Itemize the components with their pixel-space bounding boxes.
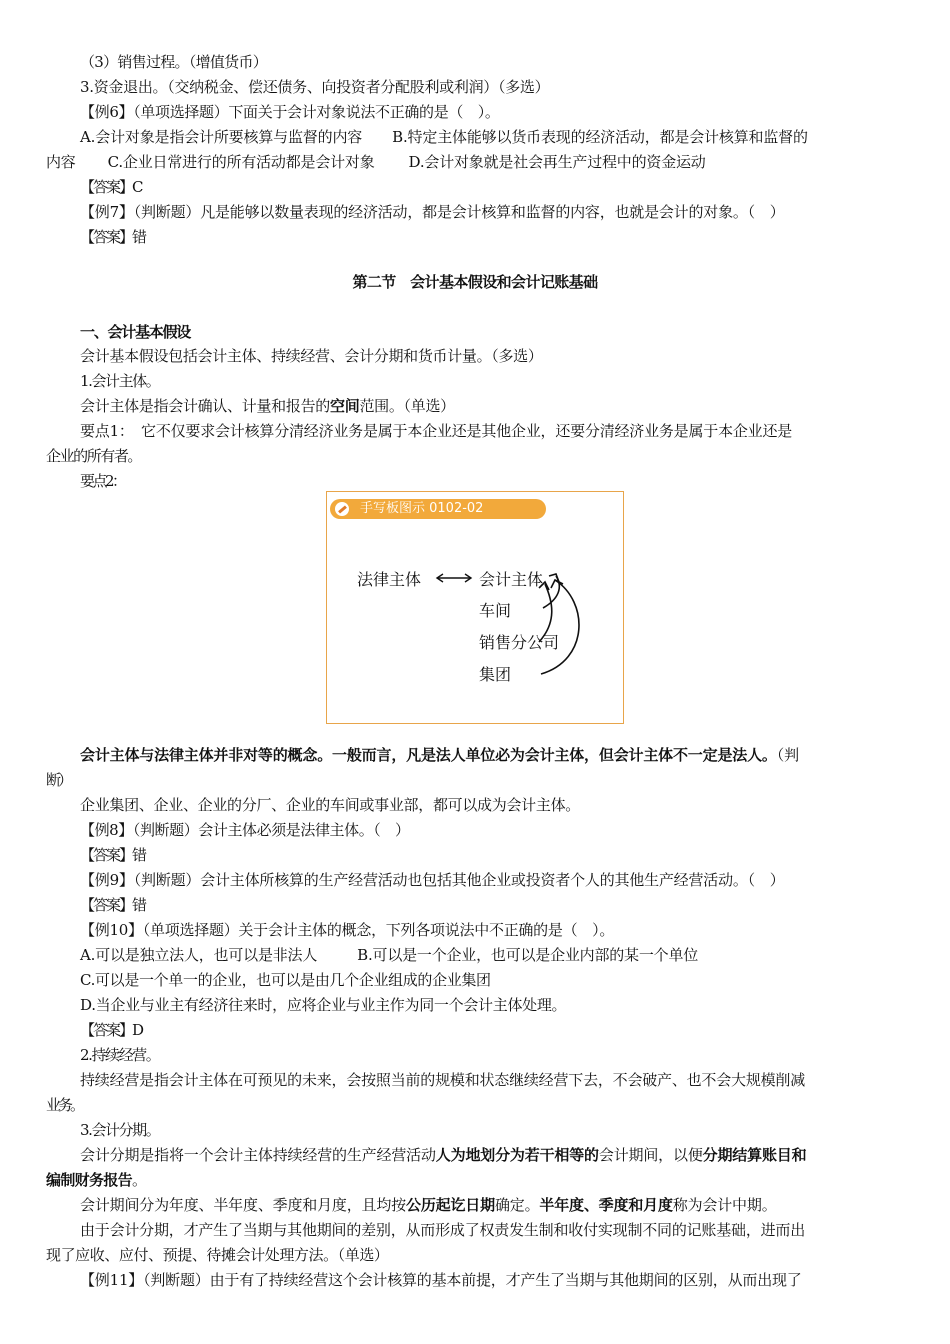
example-9-question: 【例9】（判断题）会计主体所核算的生产经营活动也包括其他企业或投资者个人的其他生产经营活动。（ ） xyxy=(80,871,785,889)
figure-arrows xyxy=(327,492,625,725)
bold-span: 人为地划分为若干相等的 xyxy=(435,1146,599,1164)
key-point-2: 要点2： xyxy=(80,472,125,490)
example-8-question: 【例8】（判断题）会计主体必须是法律主体。（ ） xyxy=(80,821,410,839)
bold-span: 公历起讫日期 xyxy=(406,1196,495,1214)
text-line: 2.持续经营。 xyxy=(80,1046,160,1064)
text-line: 3.资金退出。（交纳税金、偿还债务、向投资者分配股利或利润）（多选） xyxy=(80,78,550,96)
option-b-cont: 内容 xyxy=(46,153,76,171)
option-c: C.企业日常进行的所有活动都是会计对象 xyxy=(107,153,375,171)
arrow-curve-3 xyxy=(541,580,579,674)
option-d: D.会计对象就是社会再生产过程中的资金运动 xyxy=(408,153,706,171)
text-line: （3）销售过程。（增值货币） xyxy=(80,53,268,71)
text-span: 会计期间，以便 xyxy=(598,1146,703,1164)
sales-branch-label: 销售分公司 xyxy=(479,633,560,652)
key-point-1: 要点1： 它不仅要求会计核算分清经济业务是属于本企业还是其他企业，还要分清经济业务是属于本企业还是 xyxy=(80,422,793,440)
text-span: 会计期间分为年度、半年度、季度和月度，且均按 xyxy=(80,1196,407,1214)
option-a: A.可以是独立法人，也可以是非法人 xyxy=(80,946,318,964)
figure-tab-label: 手写板图示 0102-02 xyxy=(360,501,484,516)
heading: 一、会计基本假设 xyxy=(80,323,191,341)
text-line: 持续经营是指会计主体在可预见的未来，会按照当前的规模和状态继续经营下去，不会破产、也不会大规模削减 xyxy=(80,1071,806,1089)
answer: 【答案】C xyxy=(80,178,142,196)
option-b: B.特定主体能够以货币表现的经济活动，都是会计核算和监督的 xyxy=(392,128,808,146)
text-span: 称为会计中期。 xyxy=(672,1196,777,1214)
text-line: 会计基本假设包括会计主体、持续经营、会计分期和货币计量。（多选） xyxy=(80,347,543,365)
text-span: 会计分期是指将一个会计主体持续经营的生产经营活动 xyxy=(80,1146,436,1164)
accounting-entity-label: 会计主体 xyxy=(479,570,544,589)
example-6-options-line1 xyxy=(0,127,950,147)
example-6-question: 【例6】（单项选择题）下面关于会计对象说法不正确的是（ ）。 xyxy=(80,103,500,121)
legal-entity-label: 法律主体 xyxy=(357,570,422,589)
bold-span: 分期结算账目和 xyxy=(702,1146,807,1164)
text-line xyxy=(0,1170,950,1190)
text-line: 3.会计分期。 xyxy=(80,1121,160,1139)
option-d: D.当企业与业主有经济往来时，应将企业与业主作为同一个会计主体处理。 xyxy=(80,996,567,1014)
text-line xyxy=(0,1145,950,1165)
text-line: 业务。 xyxy=(46,1096,83,1114)
group-label: 集团 xyxy=(479,665,512,684)
text-line xyxy=(0,396,950,416)
bold-span: 半年度、季度和月度 xyxy=(539,1196,673,1214)
text-span: 范围。（单选） xyxy=(359,397,455,415)
workshop-label: 车间 xyxy=(479,601,512,620)
example-11-question: 【例11】（判断题）由于有了持续经营这个会计核算的基本前提，才产生了当期与其他期间的区别，从而出现了 xyxy=(80,1271,802,1289)
text-line: 1.会计主体。 xyxy=(80,372,160,390)
answer: 【答案】错 xyxy=(80,228,146,246)
text-line: 由于会计分期，才产生了当期与其他期间的差别，从而形成了权责发生制和收付实现制不同的记账基础，进而出 xyxy=(80,1221,806,1239)
handwriting-figure xyxy=(326,491,624,724)
answer: 【答案】D xyxy=(80,1021,143,1039)
option-a: A.会计对象是指会计所要核算与监督的内容 xyxy=(80,128,363,146)
text-span: （判 xyxy=(776,746,799,764)
text-span: 会计主体是指会计确认、计量和报告的 xyxy=(80,397,331,415)
example-10-options-line1 xyxy=(0,945,950,965)
text-line: 现了应收、应付、预提、待摊会计处理方法。（单选） xyxy=(46,1246,389,1264)
text-line: 断） xyxy=(46,771,71,789)
text-line: 企业的所有者。 xyxy=(46,447,142,465)
example-6-options-line2 xyxy=(0,152,950,172)
section-title: 第二节 会计基本假设和会计记账基础 xyxy=(352,273,598,291)
bold-span: 空间 xyxy=(330,397,360,415)
text-span: 确定。 xyxy=(494,1196,540,1214)
example-7-question: 【例7】（判断题）凡是能够以数量表现的经济活动，都是会计核算和监督的内容，也就是会计的对象。（ ） xyxy=(80,203,785,221)
text-span: 。 xyxy=(132,1171,147,1189)
bold-span: 会计主体与法律主体并非对等的概念。一般而言，凡是法人单位必为会计主体，但会计主体不一定是法人。 xyxy=(80,746,777,764)
option-b: B.可以是一个企业，也可以是企业内部的某一个单位 xyxy=(357,946,699,964)
bold-statement xyxy=(0,745,950,765)
text-line: 企业集团、企业、企业的分厂、企业的车间或事业部，都可以成为会计主体。 xyxy=(80,796,581,814)
option-c: C.可以是一个单一的企业，也可以是由几个企业组成的企业集团 xyxy=(80,971,491,989)
answer: 【答案】错 xyxy=(80,896,146,914)
answer: 【答案】错 xyxy=(80,846,146,864)
text-line xyxy=(0,1195,950,1215)
bold-span: 编制财务报告 xyxy=(46,1171,133,1189)
example-10-question: 【例10】（单项选择题）关于会计主体的概念，下列各项说法中不正确的是（ ）。 xyxy=(80,921,615,939)
